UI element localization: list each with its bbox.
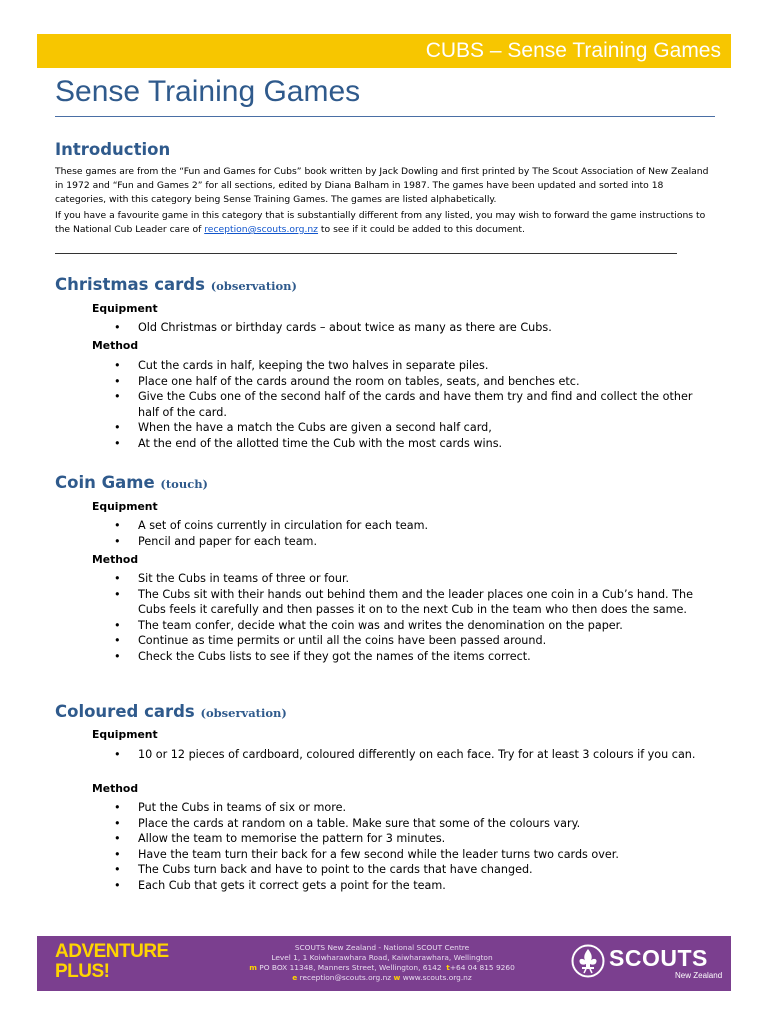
section-divider [55,253,677,254]
footer-t-label: t [446,963,450,972]
footer-po-box: PO BOX 11348, Manners Street, Wellington, 6142 [259,963,442,972]
list-item: • Continue as time permits or until all the coins have been passed around. [92,633,712,649]
footer-postal-line [237,963,527,973]
footer-m-label: m [249,963,257,972]
intro-p2-text-before: If you have a favourite game in this category that is substantially different from any listed, you may wish to forward the game instructions to the National Cub Leader care of [55,210,706,235]
list-item: • Each Cub that gets it correct gets a point for the team. [92,878,712,894]
list-item: • Old Christmas or birthday cards – about twice as many as there are Cubs. [92,320,712,336]
list-item: • Pencil and paper for each team. [92,534,712,550]
adventure-logo-line-2: PLUS! [55,961,110,982]
section-title-text: Christmas cards [55,275,205,294]
scouts-logo [571,944,721,984]
footer-phone: +64 04 815 9260 [449,963,515,972]
adventure-logo-line-1: ADVENTURE [55,941,169,962]
footer-email[interactable]: reception@scouts.org.nz [299,973,392,982]
list-item: • Give the Cubs one of the second half of the cards and have them try and find and collect the other half of the card. [92,389,712,420]
intro-paragraph-1: These games are from the “Fun and Games for Cubs” book written by Jack Dowling and first printed by The Scout Association of New Zealand in 1972 and “Fun and Games 2” for all sections, edited by Diana Balham in 1987. The games have been updated and sorted into 18 categories, with this category being Sense Training Games. The games are listed alphabetically. [55,166,709,205]
section-tag: (observation) [200,706,287,720]
list-item: • 10 or 12 pieces of cardboard, coloured differently on each face. Try for at least 3 colours if you can. [92,747,712,763]
list-item: • Allow the team to memorise the pattern for 3 minutes. [92,831,712,847]
header-banner [37,34,731,68]
footer-org-line: SCOUTS New Zealand - National SCOUT Centre [294,943,470,952]
list-item: • The team confer, decide what the coin was and writes the denomination on the paper. [92,618,712,634]
footer-bar [37,936,731,991]
list-item: • Sit the Cubs in teams of three or four. [92,571,712,587]
footer-website[interactable]: www.scouts.org.nz [402,973,472,982]
header-banner-text: CUBS – Sense Training Games [425,39,721,62]
equipment-label: Equipment [92,728,158,741]
equipment-label: Equipment [92,302,158,315]
reception-email-link[interactable]: reception@scouts.org.nz [204,224,319,235]
intro-p2-text-after: to see if it could be added to this document. [318,224,525,235]
list-item: • Cut the cards in half, keeping the two halves in separate piles. [92,358,712,374]
list-item: • Put the Cubs in teams of six or more. [92,800,712,816]
footer-w-label: w [393,973,401,982]
section-tag: (touch) [160,477,208,491]
adventure-plus-logo [55,942,175,982]
equipment-list [92,320,712,336]
method-label: Method [92,339,139,352]
list-item: • The Cubs turn back and have to point to the cards that have changed. [92,862,712,878]
scouts-fleur-de-lis-icon [571,944,605,978]
list-item: • A set of coins currently in circulation for each team. [92,518,712,534]
list-item: • The Cubs sit with their hands out behind them and the leader places one coin in a Cub’s hand. The Cubs feels it carefully and then passes it on to the next Cub in the team who then does the same. [92,587,712,618]
list-item: • Have the team turn their back for a few second while the leader turns two cards over. [92,847,712,863]
method-list [92,571,712,664]
list-item: • Place the cards at random on a table. Make sure that some of the colours vary. [92,816,712,832]
section-title-christmas-cards [55,275,297,294]
equipment-list [92,747,712,763]
method-label: Method [92,782,139,795]
list-item: • When the have a match the Cubs are given a second half card, [92,420,712,436]
introduction-heading: Introduction [55,140,171,159]
equipment-list [92,518,712,549]
page-title: Sense Training Games [55,75,361,108]
section-title-text: Coin Game [55,473,155,492]
method-list [92,358,712,451]
list-item: • At the end of the allotted time the Cub with the most cards wins. [92,436,712,452]
scouts-wordmark: SCOUTS [609,945,708,971]
list-item: • Check the Cubs lists to see if they got the names of the items correct. [92,649,712,665]
footer-address-line: Level 1, 1 Koiwharawhara Road, Kaiwharawhara, Wellington [271,953,493,962]
footer-web-line [237,973,527,983]
scouts-new-zealand: New Zealand [675,971,723,980]
footer-e-label: e [292,973,298,982]
section-title-coloured-cards [55,702,287,721]
section-title-coin-game [55,473,208,492]
intro-paragraph-2 [55,209,715,237]
section-title-text: Coloured cards [55,702,195,721]
footer-contact [237,943,527,983]
method-list [92,800,712,893]
title-divider [55,116,715,117]
list-item: • Place one half of the cards around the room on tables, seats, and benches etc. [92,374,712,390]
section-tag: (observation) [210,279,297,293]
method-label: Method [92,553,139,566]
equipment-label: Equipment [92,500,158,513]
